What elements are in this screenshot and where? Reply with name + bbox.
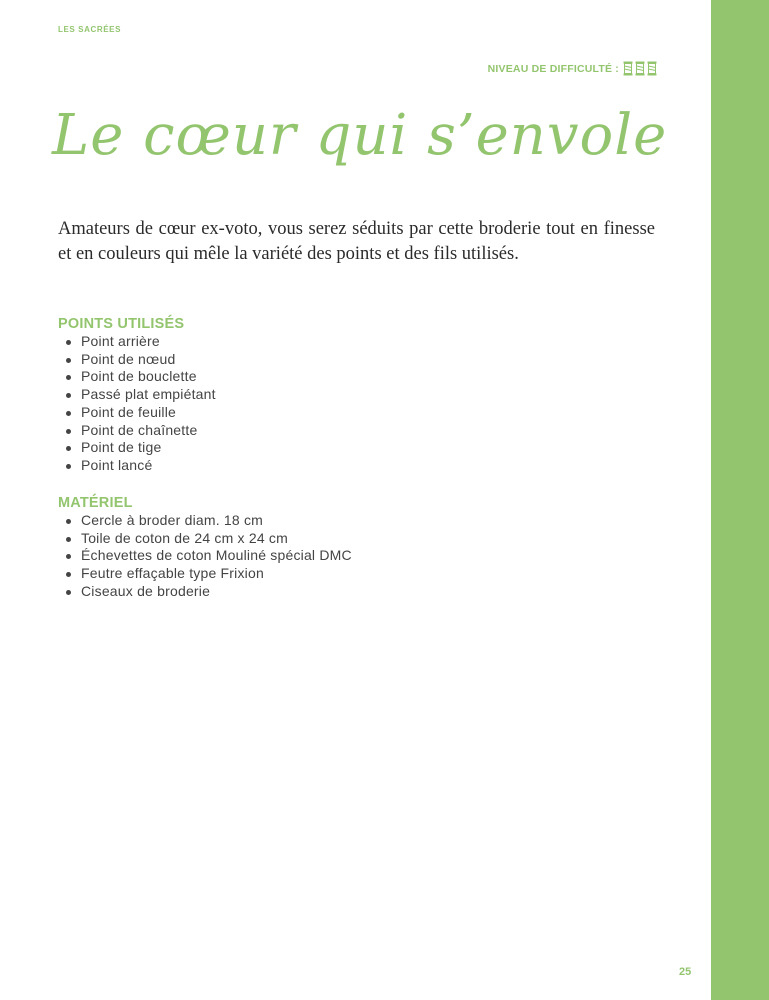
- difficulty-indicator: [488, 61, 657, 76]
- materiel-section: [58, 495, 458, 601]
- list-item: Point lancé: [58, 457, 458, 475]
- intro-paragraph: Amateurs de cœur ex-voto, vous serez séduits par cette broderie tout en finesse et en couleurs qui mêle la variété des points et des fils utilisés.: [58, 219, 655, 264]
- list-item: Passé plat empiétant: [58, 386, 458, 404]
- list-item: Échevettes de coton Mouliné spécial DMC: [58, 547, 458, 565]
- list-item: Toile de coton de 24 cm x 24 cm: [58, 530, 458, 548]
- list-item: Ciseaux de broderie: [58, 583, 458, 601]
- list-item: Point de nœud: [58, 351, 458, 369]
- materiel-list: [58, 512, 458, 601]
- list-item: Feutre effaçable type Frixion: [58, 565, 458, 583]
- points-heading: POINTS UTILISÉS: [58, 316, 185, 332]
- list-item: Point de chaînette: [58, 422, 458, 440]
- section-label: LES SACRÉES: [58, 25, 122, 34]
- thread-spool-icon: [623, 61, 633, 76]
- difficulty-label: NIVEAU DE DIFFICULTÉ :: [487, 62, 619, 75]
- list-item: Cercle à broder diam. 18 cm: [58, 512, 458, 530]
- side-color-band: [711, 0, 769, 1000]
- list-item: Point de bouclette: [58, 368, 458, 386]
- page-title: Le cœur qui s’envole: [52, 103, 668, 168]
- list-item: Point arrière: [58, 333, 458, 351]
- thread-spool-icon: [635, 61, 645, 76]
- materiel-heading: MATÉRIEL: [58, 495, 133, 511]
- points-list: [58, 333, 458, 475]
- list-item: Point de tige: [58, 439, 458, 457]
- thread-spool-icon: [647, 61, 657, 76]
- difficulty-spools: [623, 61, 657, 76]
- list-item: Point de feuille: [58, 404, 458, 422]
- page-number: 25: [679, 966, 692, 978]
- points-section: [58, 316, 458, 475]
